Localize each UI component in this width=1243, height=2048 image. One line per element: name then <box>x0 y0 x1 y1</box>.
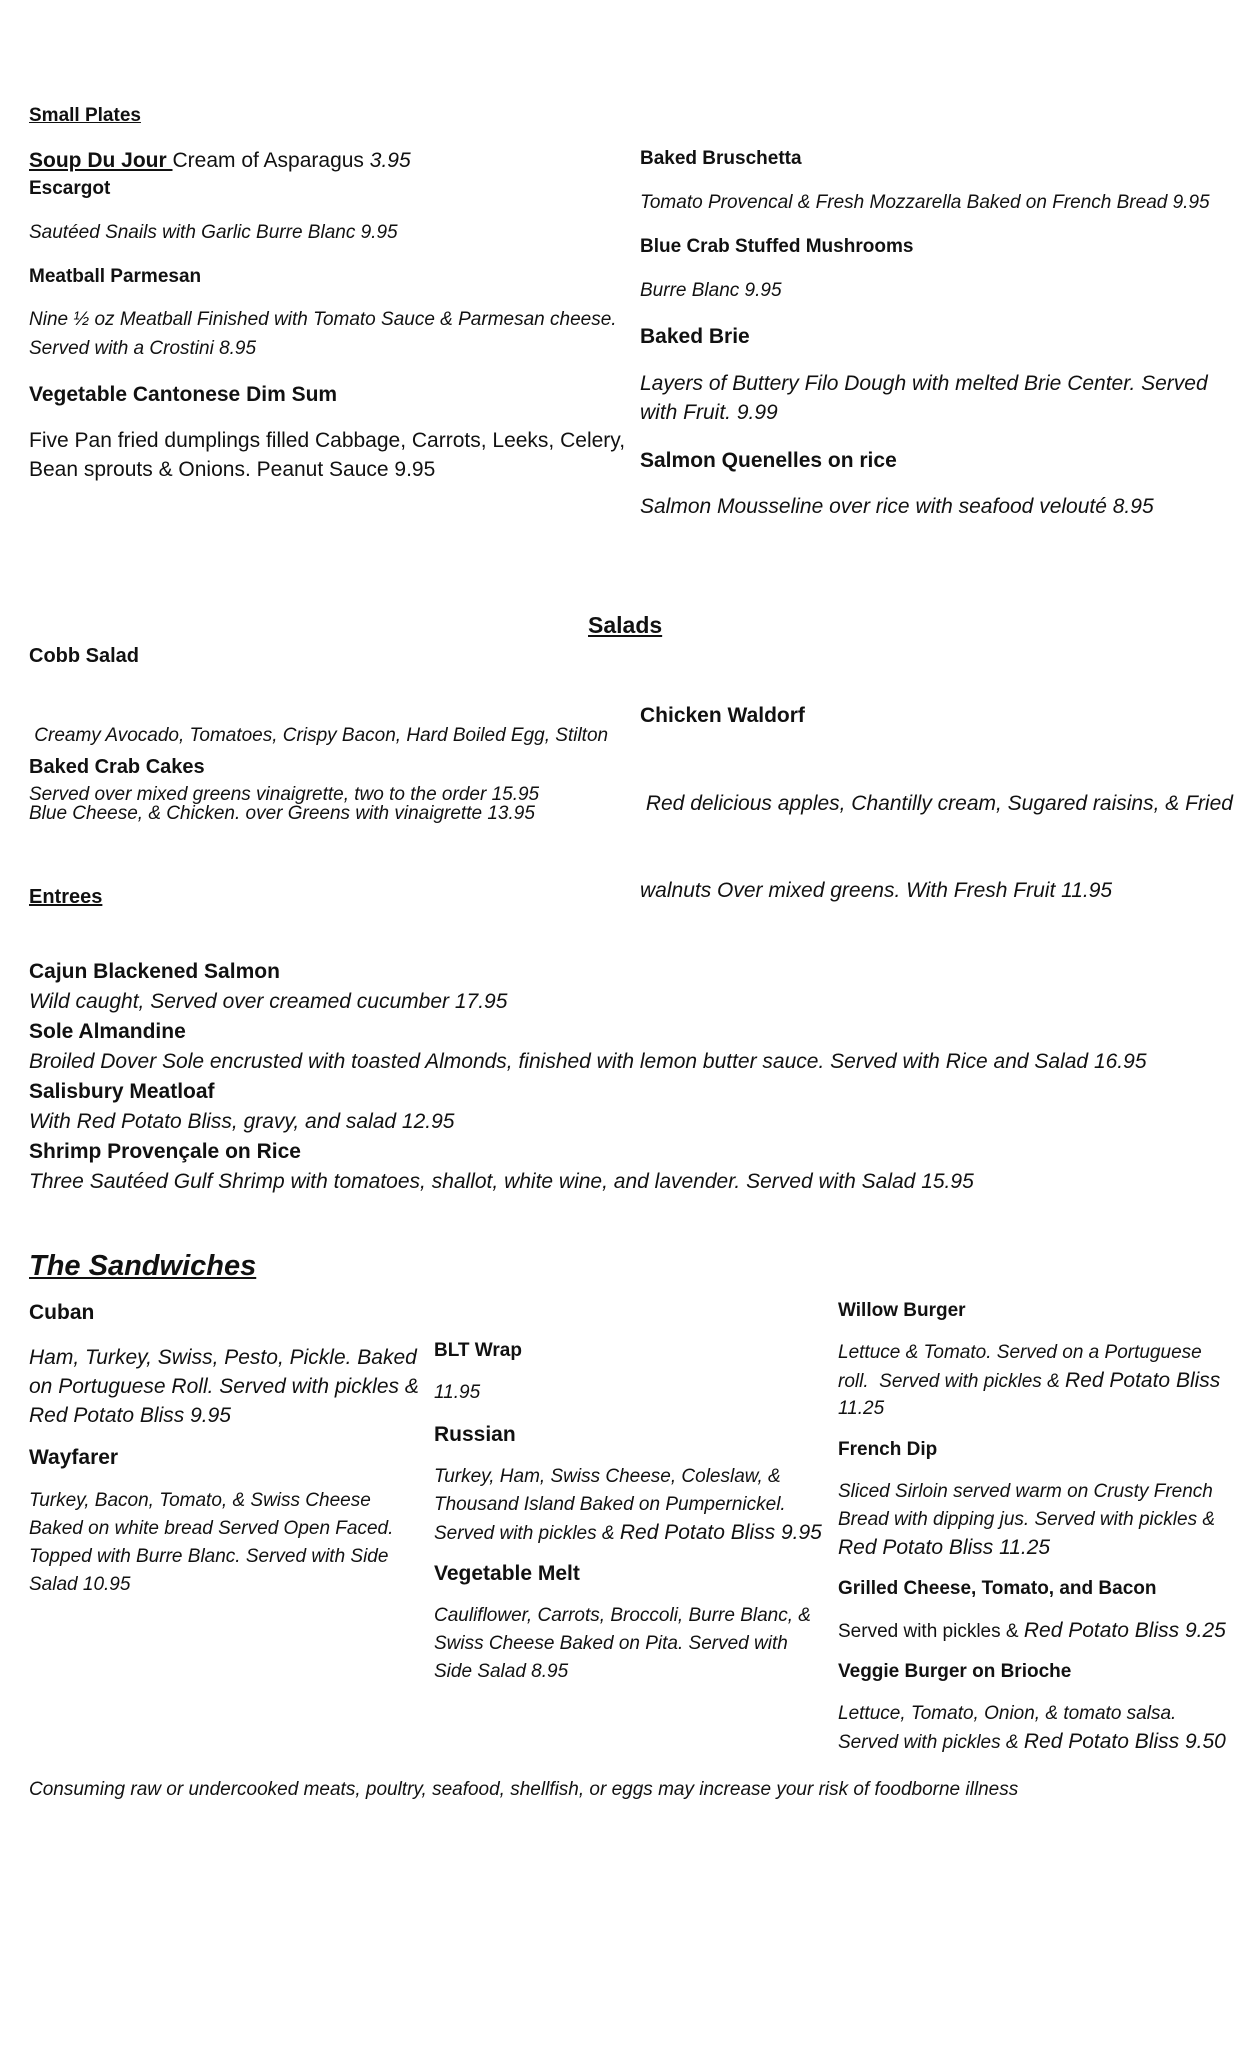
veg-melt-desc-line2: Swiss Cheese Baked on Pita. Served with <box>434 1633 788 1654</box>
crab-cakes-name: Baked Crab Cakes <box>29 756 205 778</box>
baked-brie-desc-line1: Layers of Buttery Filo Dough with melted Brie Center. Served <box>640 372 1208 395</box>
veg-melt-name: Vegetable Melt <box>434 1562 580 1585</box>
salmon-quenelles-desc: Salmon Mousseline over rice with seafood velouté 8.95 <box>640 495 1154 518</box>
entree-desc: Broiled Dover Sole encrusted with toasted Almonds, finished with lemon butter sauce. Served with Rice and Salad 16.95 <box>29 1050 1147 1073</box>
veggie-burger-desc <box>838 1701 1226 1757</box>
meatball-name: Meatball Parmesan <box>29 266 202 287</box>
cobb-name: Cobb Salad <box>29 645 140 667</box>
entrees-heading: Entrees <box>29 886 103 908</box>
salmon-quenelles-name: Salmon Quenelles on rice <box>640 449 897 472</box>
meatball-desc-line2: Served with a Crostini 8.95 <box>29 338 257 359</box>
willow-desc-line1: Lettuce & Tomato. Served on a Portuguese <box>838 1342 1202 1363</box>
grilled-cheese-name: Grilled Cheese, Tomato, and Bacon <box>838 1578 1157 1599</box>
cuban-desc-line3: Red Potato Bliss 9.95 <box>29 1404 231 1427</box>
russian-desc-line1: Turkey, Ham, Swiss Cheese, Coleslaw, & <box>434 1466 781 1487</box>
willow-desc-line2 <box>838 1368 1220 1396</box>
french-dip-desc-line2: Bread with dipping jus. Served with pickles & <box>838 1509 1216 1530</box>
crab-mushrooms-desc: Burre Blanc 9.95 <box>640 280 782 301</box>
cuban-desc-line2: on Portuguese Roll. Served with pickles & <box>29 1375 419 1398</box>
soup-du-jour <box>29 146 411 175</box>
entree-name: Salisbury Meatloaf <box>29 1080 215 1103</box>
russian-name: Russian <box>434 1423 516 1446</box>
waldorf-desc-line1: Red delicious apples, Chantilly cream, Sugared raisins, & Fried <box>640 792 1233 815</box>
willow-name: Willow Burger <box>838 1300 966 1321</box>
russian-desc-line2: Thousand Island Baked on Pumpernickel. <box>434 1494 786 1515</box>
veg-melt-desc <box>434 1603 811 1687</box>
meatball-desc-line1: Nine ½ oz Meatball Finished with Tomato Sauce & Parmesan cheese. <box>29 309 617 330</box>
willow-desc-line3: 11.25 <box>838 1398 885 1419</box>
foodborne-illness-disclaimer: Consuming raw or undercooked meats, poultry, seafood, shellfish, or eggs may increase your risk of foodborne illness <box>29 1779 1019 1800</box>
blt-name: BLT Wrap <box>434 1340 522 1361</box>
entree-name: Shrimp Provençale on Rice <box>29 1140 301 1163</box>
entree-name: Cajun Blackened Salmon <box>29 960 280 983</box>
veggie-burger-name: Veggie Burger on Brioche <box>838 1661 1072 1682</box>
soup-label: Soup Du Jour <box>29 149 173 172</box>
veggie-burger-bliss-text: Red Potato Bliss 9.50 <box>1023 1730 1226 1753</box>
entrees-list <box>29 957 1147 1197</box>
meatball-desc <box>29 307 617 362</box>
grilled-cheese-served-text: Served with pickles & <box>838 1621 1024 1642</box>
dim-sum-desc-line1: Five Pan fried dumplings filled Cabbage, Carrots, Leeks, Celery, <box>29 429 626 452</box>
soup-desc: Cream of Asparagus <box>172 149 364 172</box>
entree-desc: Three Sautéed Gulf Shrimp with tomatoes, shallot, white wine, and lavender. Served with Salad 15.95 <box>29 1170 974 1193</box>
willow-bliss-text: Red Potato Bliss <box>1065 1369 1221 1392</box>
waldorf-desc-line2: walnuts Over mixed greens. With Fresh Fruit 11.95 <box>640 879 1113 902</box>
cuban-desc-line1: Ham, Turkey, Swiss, Pesto, Pickle. Baked <box>29 1346 417 1369</box>
dim-sum-name: Vegetable Cantonese Dim Sum <box>29 383 338 406</box>
small-plates-heading: Small Plates <box>29 105 141 126</box>
dim-sum-desc <box>29 426 625 484</box>
waldorf-name: Chicken Waldorf <box>640 704 805 727</box>
cuban-desc <box>29 1343 419 1430</box>
escargot-name: Escargot <box>29 178 111 199</box>
veggie-burger-served-text: Served with pickles & <box>838 1732 1024 1753</box>
baked-brie-name: Baked Brie <box>640 325 750 348</box>
cobb-desc-line1: Creamy Avocado, Tomatoes, Crispy Bacon, Hard Boiled Egg, Stilton <box>29 725 609 746</box>
grilled-cheese-bliss-text: Red Potato Bliss 9.25 <box>1023 1619 1226 1642</box>
baked-brie-desc-line2: with Fruit. 9.99 <box>640 401 778 424</box>
wayfarer-desc-line1: Turkey, Bacon, Tomato, & Swiss Cheese <box>29 1490 371 1511</box>
russian-bliss-text: Red Potato Bliss 9.95 <box>619 1521 822 1544</box>
sandwiches-heading: The Sandwiches <box>29 1250 257 1282</box>
baked-brie-desc <box>640 369 1208 427</box>
bruschetta-name: Baked Bruschetta <box>640 148 802 169</box>
willow-served-text: roll. Served with pickles & <box>838 1371 1066 1392</box>
salads-heading: Salads <box>588 612 663 638</box>
dim-sum-desc-line2: Bean sprouts & Onions. Peanut Sauce 9.95 <box>29 458 436 481</box>
wayfarer-name: Wayfarer <box>29 1446 119 1469</box>
wayfarer-desc-line4: Salad 10.95 <box>29 1574 131 1595</box>
entree-desc: Wild caught, Served over creamed cucumber 17.95 <box>29 990 508 1013</box>
cobb-desc-line2: Blue Cheese, & Chicken. over Greens with vinaigrette 13.95 <box>29 803 535 824</box>
crab-cakes-desc: Served over mixed greens vinaigrette, two to the order 15.95 <box>29 784 540 805</box>
bruschetta-desc: Tomato Provencal & Fresh Mozzarella Baked on French Bread 9.95 <box>640 192 1210 213</box>
grilled-cheese-desc <box>838 1618 1226 1645</box>
russian-desc <box>434 1464 822 1548</box>
veg-melt-desc-line3: Side Salad 8.95 <box>434 1661 569 1682</box>
entree-desc: With Red Potato Bliss, gravy, and salad 12.95 <box>29 1110 455 1133</box>
veggie-burger-desc-line1: Lettuce, Tomato, Onion, & tomato salsa. <box>838 1703 1177 1724</box>
crab-mushrooms-name: Blue Crab Stuffed Mushrooms <box>640 236 914 257</box>
veg-melt-desc-line1: Cauliflower, Carrots, Broccoli, Burre Blanc, & <box>434 1605 811 1626</box>
waldorf-desc <box>640 731 1233 934</box>
cuban-name: Cuban <box>29 1301 95 1324</box>
french-dip-desc <box>838 1479 1215 1563</box>
blt-desc: 11.95 <box>434 1382 481 1403</box>
escargot-desc: Sautéed Snails with Garlic Burre Blanc 9.95 <box>29 222 398 243</box>
veggie-burger-desc-line2 <box>838 1729 1226 1757</box>
willow-desc <box>838 1340 1220 1424</box>
russian-desc-line3 <box>434 1520 822 1548</box>
russian-served-text: Served with pickles & <box>434 1523 620 1544</box>
wayfarer-desc-line2: Baked on white bread Served Open Faced. <box>29 1518 394 1539</box>
wayfarer-desc-line3: Topped with Burre Blanc. Served with Side <box>29 1546 389 1567</box>
french-dip-name: French Dip <box>838 1439 938 1460</box>
wayfarer-desc <box>29 1488 393 1600</box>
french-dip-desc-line1: Sliced Sirloin served warm on Crusty French <box>838 1481 1213 1502</box>
entree-name: Sole Almandine <box>29 1020 186 1043</box>
french-dip-desc-line3: Red Potato Bliss 11.25 <box>838 1536 1051 1559</box>
soup-price: 3.95 <box>369 149 411 172</box>
